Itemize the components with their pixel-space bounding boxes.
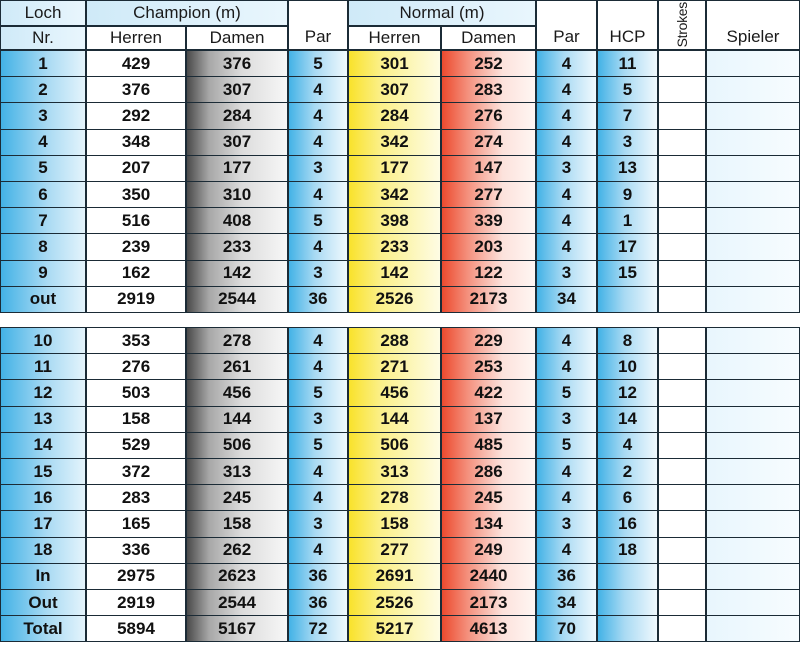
hcp-cell: 18 (597, 537, 658, 564)
strokes-cell[interactable] (658, 207, 706, 234)
hcp-cell (597, 589, 658, 616)
spieler-cell[interactable] (706, 76, 800, 103)
champion-damen-cell: 5167 (186, 615, 288, 642)
spieler-cell[interactable] (706, 102, 800, 129)
spieler-cell[interactable] (706, 286, 800, 313)
spieler-cell[interactable] (706, 353, 800, 380)
spieler-cell[interactable] (706, 155, 800, 182)
normal-damen-cell: 147 (441, 155, 536, 182)
champion-damen-cell: 2623 (186, 563, 288, 590)
hcp-cell: 11 (597, 50, 658, 77)
strokes-cell[interactable] (658, 353, 706, 380)
normal-par-cell: 4 (536, 129, 597, 156)
champion-damen-cell: 245 (186, 484, 288, 511)
normal-herren-cell: 506 (348, 432, 441, 459)
champion-herren-cell: 162 (86, 260, 186, 287)
champion-par-cell: 36 (288, 589, 348, 616)
champion-damen-cell: 307 (186, 76, 288, 103)
champion-par-cell: 5 (288, 432, 348, 459)
normal-damen-cell: 137 (441, 406, 536, 433)
strokes-cell[interactable] (658, 102, 706, 129)
hole-number-cell: Total (0, 615, 86, 642)
hcp-cell: 3 (597, 129, 658, 156)
champion-herren-cell: 429 (86, 50, 186, 77)
header-champion-par: Par (288, 0, 348, 50)
hcp-cell: 14 (597, 406, 658, 433)
normal-herren-cell: 233 (348, 233, 441, 260)
hole-number-cell: 4 (0, 129, 86, 156)
normal-herren-cell: 278 (348, 484, 441, 511)
champion-herren-cell: 376 (86, 76, 186, 103)
champion-damen-cell: 278 (186, 327, 288, 354)
strokes-cell[interactable] (658, 432, 706, 459)
champion-herren-cell: 516 (86, 207, 186, 234)
strokes-cell[interactable] (658, 406, 706, 433)
hcp-cell: 13 (597, 155, 658, 182)
champion-herren-cell: 2919 (86, 286, 186, 313)
normal-par-cell: 4 (536, 50, 597, 77)
champion-damen-cell: 158 (186, 510, 288, 537)
normal-par-cell: 4 (536, 484, 597, 511)
champion-par-cell: 4 (288, 233, 348, 260)
champion-damen-cell: 2544 (186, 589, 288, 616)
champion-par-cell: 4 (288, 76, 348, 103)
champion-damen-cell: 456 (186, 379, 288, 406)
strokes-cell[interactable] (658, 615, 706, 642)
champion-par-cell: 4 (288, 181, 348, 208)
normal-herren-cell: 313 (348, 458, 441, 485)
champion-herren-cell: 2975 (86, 563, 186, 590)
normal-par-cell: 4 (536, 233, 597, 260)
normal-herren-cell: 2691 (348, 563, 441, 590)
hole-number-cell: 17 (0, 510, 86, 537)
hcp-cell (597, 563, 658, 590)
normal-herren-cell: 398 (348, 207, 441, 234)
normal-herren-cell: 277 (348, 537, 441, 564)
normal-par-cell: 4 (536, 458, 597, 485)
normal-damen-cell: 253 (441, 353, 536, 380)
normal-herren-cell: 301 (348, 50, 441, 77)
header-champion-herren: Herren (86, 26, 186, 50)
normal-herren-cell: 144 (348, 406, 441, 433)
champion-par-cell: 36 (288, 563, 348, 590)
normal-par-cell: 3 (536, 155, 597, 182)
normal-damen-cell: 2173 (441, 286, 536, 313)
spieler-cell[interactable] (706, 563, 800, 590)
normal-par-cell: 4 (536, 537, 597, 564)
champion-par-cell: 3 (288, 260, 348, 287)
normal-damen-cell: 122 (441, 260, 536, 287)
champion-herren-cell: 336 (86, 537, 186, 564)
champion-par-cell: 4 (288, 484, 348, 511)
normal-herren-cell: 342 (348, 129, 441, 156)
champion-herren-cell: 276 (86, 353, 186, 380)
hole-number-cell: In (0, 563, 86, 590)
hole-number-cell: 16 (0, 484, 86, 511)
normal-damen-cell: 274 (441, 129, 536, 156)
champion-damen-cell: 2544 (186, 286, 288, 313)
champion-herren-cell: 292 (86, 102, 186, 129)
normal-damen-cell: 485 (441, 432, 536, 459)
spieler-cell[interactable] (706, 484, 800, 511)
champion-par-cell: 72 (288, 615, 348, 642)
hcp-cell: 10 (597, 353, 658, 380)
normal-herren-cell: 307 (348, 76, 441, 103)
champion-herren-cell: 372 (86, 458, 186, 485)
champion-damen-cell: 144 (186, 406, 288, 433)
hole-number-cell: 9 (0, 260, 86, 287)
spieler-cell[interactable] (706, 379, 800, 406)
champion-par-cell: 4 (288, 458, 348, 485)
normal-par-cell: 5 (536, 432, 597, 459)
normal-damen-cell: 203 (441, 233, 536, 260)
champion-herren-cell: 239 (86, 233, 186, 260)
champion-damen-cell: 233 (186, 233, 288, 260)
normal-par-cell: 3 (536, 406, 597, 433)
hole-number-cell: 5 (0, 155, 86, 182)
champion-par-cell: 4 (288, 537, 348, 564)
champion-damen-cell: 307 (186, 129, 288, 156)
champion-damen-cell: 313 (186, 458, 288, 485)
normal-herren-cell: 177 (348, 155, 441, 182)
champion-herren-cell: 350 (86, 181, 186, 208)
champion-damen-cell: 376 (186, 50, 288, 77)
header-normal-par: Par (536, 0, 597, 50)
normal-damen-cell: 229 (441, 327, 536, 354)
strokes-cell[interactable] (658, 589, 706, 616)
champion-herren-cell: 529 (86, 432, 186, 459)
champion-herren-cell: 165 (86, 510, 186, 537)
normal-damen-cell: 339 (441, 207, 536, 234)
strokes-cell[interactable] (658, 233, 706, 260)
spieler-cell[interactable] (706, 233, 800, 260)
strokes-cell[interactable] (658, 181, 706, 208)
champion-par-cell: 5 (288, 207, 348, 234)
champion-par-cell: 5 (288, 50, 348, 77)
header-normal-herren: Herren (348, 26, 441, 50)
normal-par-cell: 36 (536, 563, 597, 590)
normal-par-cell: 4 (536, 181, 597, 208)
normal-damen-cell: 252 (441, 50, 536, 77)
normal-par-cell: 3 (536, 510, 597, 537)
hole-number-cell: 11 (0, 353, 86, 380)
champion-damen-cell: 408 (186, 207, 288, 234)
hole-number-cell: 13 (0, 406, 86, 433)
hcp-cell (597, 286, 658, 313)
spieler-cell[interactable] (706, 207, 800, 234)
normal-herren-cell: 5217 (348, 615, 441, 642)
normal-damen-cell: 277 (441, 181, 536, 208)
strokes-cell[interactable] (658, 484, 706, 511)
normal-herren-cell: 456 (348, 379, 441, 406)
champion-par-cell: 3 (288, 406, 348, 433)
header-normal-damen: Damen (441, 26, 536, 50)
strokes-cell[interactable] (658, 327, 706, 354)
strokes-cell[interactable] (658, 76, 706, 103)
spieler-cell[interactable] (706, 615, 800, 642)
hcp-cell: 1 (597, 207, 658, 234)
normal-herren-cell: 2526 (348, 286, 441, 313)
champion-par-cell: 4 (288, 129, 348, 156)
hole-number-cell: 15 (0, 458, 86, 485)
hole-number-cell: 8 (0, 233, 86, 260)
champion-herren-cell: 2919 (86, 589, 186, 616)
hole-number-cell: 3 (0, 102, 86, 129)
champion-par-cell: 5 (288, 379, 348, 406)
spieler-cell[interactable] (706, 327, 800, 354)
header-strokes (658, 0, 706, 50)
normal-damen-cell: 286 (441, 458, 536, 485)
normal-damen-cell: 249 (441, 537, 536, 564)
hole-number-cell: 10 (0, 327, 86, 354)
normal-damen-cell: 2440 (441, 563, 536, 590)
hole-number-cell: 7 (0, 207, 86, 234)
normal-par-cell: 3 (536, 260, 597, 287)
normal-herren-cell: 288 (348, 327, 441, 354)
hole-number-cell: 18 (0, 537, 86, 564)
spieler-cell[interactable] (706, 406, 800, 433)
champion-damen-cell: 310 (186, 181, 288, 208)
header-normal: Normal (m) (348, 0, 536, 26)
normal-damen-cell: 134 (441, 510, 536, 537)
champion-herren-cell: 503 (86, 379, 186, 406)
header-strokes-label: Strokes (674, 2, 690, 48)
spieler-cell[interactable] (706, 260, 800, 287)
hole-number-cell: Out (0, 589, 86, 616)
spieler-cell[interactable] (706, 129, 800, 156)
hole-number-cell: 6 (0, 181, 86, 208)
normal-par-cell: 5 (536, 379, 597, 406)
hcp-cell (597, 615, 658, 642)
strokes-cell[interactable] (658, 458, 706, 485)
header-champion: Champion (m) (86, 0, 288, 26)
hole-number-cell: out (0, 286, 86, 313)
spieler-cell[interactable] (706, 50, 800, 77)
strokes-cell[interactable] (658, 129, 706, 156)
champion-damen-cell: 506 (186, 432, 288, 459)
champion-damen-cell: 142 (186, 260, 288, 287)
normal-herren-cell: 342 (348, 181, 441, 208)
champion-par-cell: 36 (288, 286, 348, 313)
strokes-cell[interactable] (658, 286, 706, 313)
header-hcp: HCP (597, 0, 658, 50)
hcp-cell: 2 (597, 458, 658, 485)
champion-herren-cell: 353 (86, 327, 186, 354)
normal-damen-cell: 276 (441, 102, 536, 129)
normal-par-cell: 34 (536, 589, 597, 616)
hcp-cell: 6 (597, 484, 658, 511)
normal-par-cell: 70 (536, 615, 597, 642)
normal-herren-cell: 271 (348, 353, 441, 380)
spieler-cell[interactable] (706, 510, 800, 537)
hcp-cell: 8 (597, 327, 658, 354)
normal-damen-cell: 245 (441, 484, 536, 511)
strokes-cell[interactable] (658, 537, 706, 564)
normal-herren-cell: 284 (348, 102, 441, 129)
champion-par-cell: 3 (288, 155, 348, 182)
hcp-cell: 4 (597, 432, 658, 459)
hcp-cell: 9 (597, 181, 658, 208)
spieler-cell[interactable] (706, 181, 800, 208)
champion-herren-cell: 5894 (86, 615, 186, 642)
strokes-cell[interactable] (658, 510, 706, 537)
spieler-cell[interactable] (706, 537, 800, 564)
champion-damen-cell: 177 (186, 155, 288, 182)
normal-damen-cell: 2173 (441, 589, 536, 616)
normal-par-cell: 4 (536, 353, 597, 380)
hcp-cell: 16 (597, 510, 658, 537)
champion-par-cell: 3 (288, 510, 348, 537)
champion-herren-cell: 158 (86, 406, 186, 433)
hcp-cell: 17 (597, 233, 658, 260)
hole-number-cell: 12 (0, 379, 86, 406)
header-nr: Nr. (0, 26, 86, 50)
normal-par-cell: 4 (536, 327, 597, 354)
hole-number-cell: 1 (0, 50, 86, 77)
normal-par-cell: 34 (536, 286, 597, 313)
normal-herren-cell: 158 (348, 510, 441, 537)
header-spieler: Spieler (706, 0, 800, 50)
champion-herren-cell: 348 (86, 129, 186, 156)
champion-par-cell: 4 (288, 327, 348, 354)
champion-herren-cell: 207 (86, 155, 186, 182)
hole-number-cell: 2 (0, 76, 86, 103)
header-loch: Loch (0, 0, 86, 26)
hcp-cell: 7 (597, 102, 658, 129)
hole-number-cell: 14 (0, 432, 86, 459)
normal-herren-cell: 2526 (348, 589, 441, 616)
hcp-cell: 12 (597, 379, 658, 406)
spieler-cell[interactable] (706, 458, 800, 485)
normal-damen-cell: 4613 (441, 615, 536, 642)
champion-par-cell: 4 (288, 102, 348, 129)
strokes-cell[interactable] (658, 155, 706, 182)
strokes-cell[interactable] (658, 379, 706, 406)
spieler-cell[interactable] (706, 589, 800, 616)
champion-herren-cell: 283 (86, 484, 186, 511)
champion-damen-cell: 262 (186, 537, 288, 564)
hcp-cell: 5 (597, 76, 658, 103)
strokes-cell[interactable] (658, 50, 706, 77)
normal-par-cell: 4 (536, 207, 597, 234)
strokes-cell[interactable] (658, 260, 706, 287)
champion-par-cell: 4 (288, 353, 348, 380)
spieler-cell[interactable] (706, 432, 800, 459)
champion-damen-cell: 284 (186, 102, 288, 129)
normal-herren-cell: 142 (348, 260, 441, 287)
normal-par-cell: 4 (536, 102, 597, 129)
champion-damen-cell: 261 (186, 353, 288, 380)
hcp-cell: 15 (597, 260, 658, 287)
strokes-cell[interactable] (658, 563, 706, 590)
normal-damen-cell: 422 (441, 379, 536, 406)
header-champion-damen: Damen (186, 26, 288, 50)
normal-par-cell: 4 (536, 76, 597, 103)
normal-damen-cell: 283 (441, 76, 536, 103)
